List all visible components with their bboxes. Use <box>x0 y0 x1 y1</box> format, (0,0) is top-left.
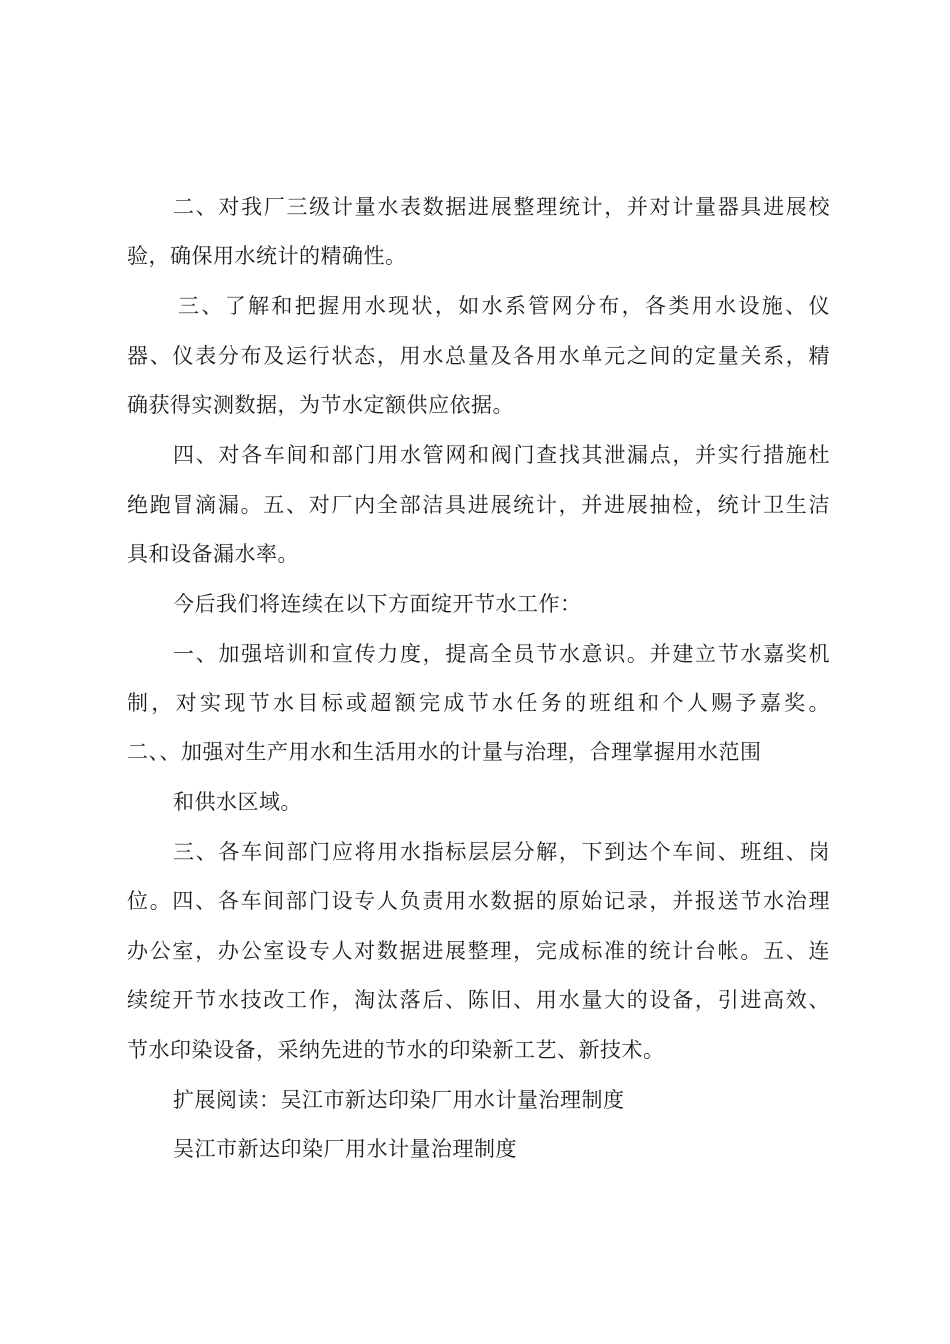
text-line: 确获得实测数据，为节水定额供应依据。 <box>127 393 514 417</box>
text-line: 三、了解和把握用水现状，如水系管网分布，各类用水设施、仪 <box>178 294 830 318</box>
text-line: 续绽开节水技改工作，淘汰落后、陈旧、用水量大的设备，引进高效、 <box>127 988 830 1012</box>
text-line: 今后我们将连续在以下方面绽开节水工作： <box>173 592 582 616</box>
text-line: 位。四、各车间部门设专人负责用水数据的原始记录，并报送节水治理 <box>127 889 830 913</box>
text-line: 制，对实现节水目标或超额完成节水任务的班组和个人赐予嘉奖。 <box>127 691 830 715</box>
text-line: 验，确保用水统计的精确性。 <box>127 244 407 268</box>
text-line: 三、各车间部门应将用水指标层层分解，下到达个车间、班组、岗 <box>173 840 830 864</box>
text-line: 吴江市新达印染厂用水计量治理制度 <box>173 1137 517 1161</box>
text-line: 和供水区域。 <box>173 790 302 814</box>
text-line: 二、对我厂三级计量水表数据进展整理统计，并对计量器具进展校 <box>173 195 830 219</box>
text-line: 二、、加强对生产用水和生活用水的计量与治理，合理掌握用水范围 <box>127 740 762 764</box>
text-line: 器、仪表分布及运行状态，用水总量及各用水单元之间的定量关系，精 <box>127 344 830 368</box>
text-line: 扩展阅读：吴江市新达印染厂用水计量治理制度 <box>173 1088 625 1112</box>
text-line: 一、加强培训和宣传力度，提高全员节水意识。并建立节水嘉奖机 <box>173 642 830 666</box>
text-line: 具和设备漏水率。 <box>127 542 299 566</box>
text-line: 办公室，办公室设专人对数据进展整理，完成标准的统计台帐。五、连 <box>127 939 830 963</box>
text-line: 绝跑冒滴漏。五、对厂内全部洁具进展统计，并进展抽检，统计卫生洁 <box>127 493 830 517</box>
text-line: 节水印染设备，采纳先进的节水的印染新工艺、新技术。 <box>127 1038 665 1062</box>
text-line: 四、对各车间和部门用水管网和阀门查找其泄漏点，并实行措施杜 <box>173 443 830 467</box>
